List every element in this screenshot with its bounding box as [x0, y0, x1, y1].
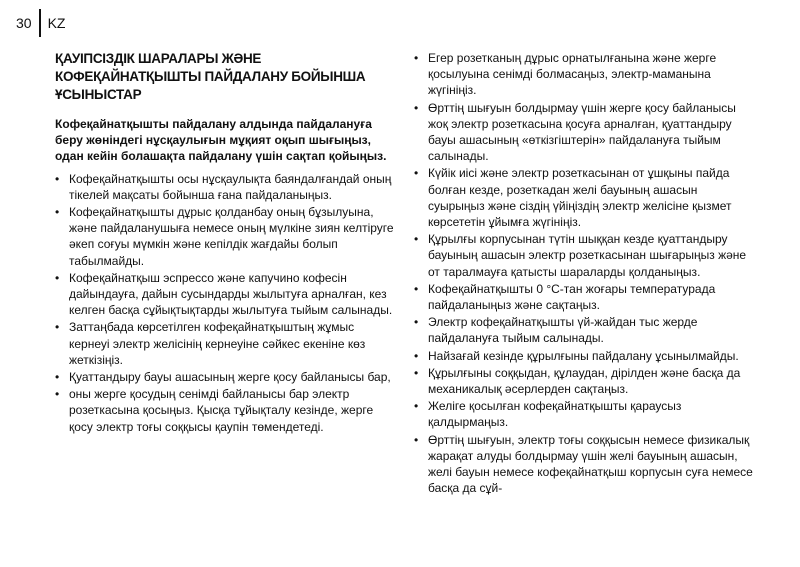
bullet-icon: •	[414, 399, 419, 414]
intro-paragraph: Кофеқайнатқышты пайдалану алдында пайдалануға беру жөніндегі нұсқаулығын мұқият оқып шығыңыз, одан кейін болашақта пайдалану үшін сақтап қойыңыз.	[55, 117, 387, 164]
list-item-text: Құрылғы корпусынан түтін шыққан кезде қуаттандыру бауының ашасын электр розеткасынан шығарыңыз және от таралмауға қатысты шараларды қолданыңыз.	[428, 232, 747, 279]
bullet-icon: •	[414, 365, 419, 380]
list-item-text: Кофеқайнатқышты 0 °С-тан жоғары температурада пайдаланыңыз және сақтаңыз.	[428, 281, 716, 313]
list-item-text: Заттаңбада көрсетілген кофеқайнатқыштың жұмыс кернеуі электр желісінің кернеуіне сәйкес екеніне көз жеткізіңіз.	[69, 320, 366, 367]
list-item-text: Егер розетканың дұрыс орнатылғанына және жерге қосылуына сенімді болмасаңыз, электр-маманына жүгініңіз.	[428, 51, 717, 98]
bullet-icon: •	[414, 348, 419, 363]
list-item	[414, 314, 754, 346]
list-item	[414, 165, 754, 230]
list-item	[55, 171, 397, 203]
bullet-icon: •	[414, 281, 419, 296]
bullet-icon: •	[414, 315, 419, 330]
left-column	[55, 50, 397, 436]
list-item-text: Кофеқайнатқыш эспрессо және капучино кофесін дайындауға, дайын сусындарды жылытуға арналған, кез келген басқа сұйықтықтарды жылытуға тыйым салынады.	[69, 270, 393, 318]
bullet-icon: •	[55, 171, 60, 186]
bullet-icon: •	[414, 166, 419, 181]
list-item	[55, 270, 397, 319]
list-item-text: оны жерге қосудың сенімді байланысы бар электр розеткасына қосыңыз. Қысқа тұйықталу кезінде, жерге қосу электр тоғы соққысы қаупін төмендетеді.	[69, 387, 374, 434]
bullet-icon: •	[55, 320, 60, 335]
list-item	[55, 204, 397, 269]
bullet-icon: •	[414, 432, 419, 447]
list-item	[414, 365, 754, 397]
list-item-text: Қуаттандыру бауы ашасының жерге қосу байланысы бар,	[69, 370, 391, 385]
right-bullet-list	[414, 50, 754, 496]
list-item-text: Құрылғыны соққыдан, құлаудан, дірілден және басқа да механикалық әсерлерден сақтаңыз.	[428, 365, 741, 397]
list-item-text: Кофеқайнатқышты осы нұсқаулықта баяндалғандай оның тікелей мақсаты бойынша ғана пайдаланыңыз.	[69, 171, 392, 202]
bullet-icon: •	[55, 387, 60, 402]
right-column	[414, 50, 754, 497]
list-item-text: Кофеқайнатқышты дұрыс қолданбау оның бұзылуына, және пайдаланушыға немесе оның мүлкіне зиян келтіруге әкеп соғуы мүмкін және кепілдік жағдайы болып табылмайды.	[69, 205, 394, 268]
list-item	[414, 398, 754, 430]
list-item	[414, 432, 754, 497]
list-item-text: Желіге қосылған кофеқайнатқышты қараусыз қалдырмаңыз.	[428, 399, 682, 430]
list-item	[55, 369, 397, 385]
list-item	[414, 50, 754, 99]
list-item	[414, 348, 754, 364]
bullet-icon: •	[414, 51, 419, 65]
list-item	[55, 386, 397, 435]
page-number: 30	[16, 15, 32, 31]
list-item-text: Электр кофеқайнатқышты үй-жайдан тыс жерде пайдалануға тыйым салынады.	[428, 315, 698, 346]
page-header	[16, 8, 65, 38]
bullet-icon: •	[55, 270, 60, 285]
list-item	[55, 319, 397, 368]
bullet-icon: •	[55, 205, 60, 220]
list-item	[414, 231, 754, 280]
bullet-icon: •	[414, 232, 419, 247]
list-item-text: Күйік иісі және электр розеткасынан от ұшқыны пайда болған кезде, розеткадан желі бауының ашасын суырыңыз және сіздің үйіңіздің электр желісіне қызмет көрсететін ұйымға жүгініңіз.	[428, 166, 732, 230]
list-item-text: Өрттің шығуын болдырмау үшін жерге қосу байланысы жоқ электр розеткасына қосуға арналған, қуаттандыру бауы ашасының «өткізгіштерін» пайдалануға тыйым салынады.	[428, 100, 736, 164]
list-item	[414, 100, 754, 165]
list-item-text: Найзағай кезінде құрылғыны пайдалану ұсынылмайды.	[428, 348, 739, 363]
left-bullet-list	[55, 171, 397, 435]
bullet-icon: •	[55, 370, 60, 385]
bullet-icon: •	[414, 100, 419, 115]
section-title: ҚАУІПСІЗДІК ШАРАЛАРЫ ЖӘНЕ КОФЕҚАЙНАТҚЫШТЫ ПАЙДАЛАНУ БОЙЫНША ҰСЫНЫСТАР	[55, 51, 366, 102]
list-item	[414, 281, 754, 313]
language-code: KZ	[47, 15, 66, 31]
list-item-text: Өрттің шығуын, электр тоғы соққысын немесе физикалық жарақат алуды болдырмау үшін желі бауының ашасын, желі бауын немесе кофеқайнатқыш корпусын суға немесе басқа да сұй-	[428, 432, 753, 496]
